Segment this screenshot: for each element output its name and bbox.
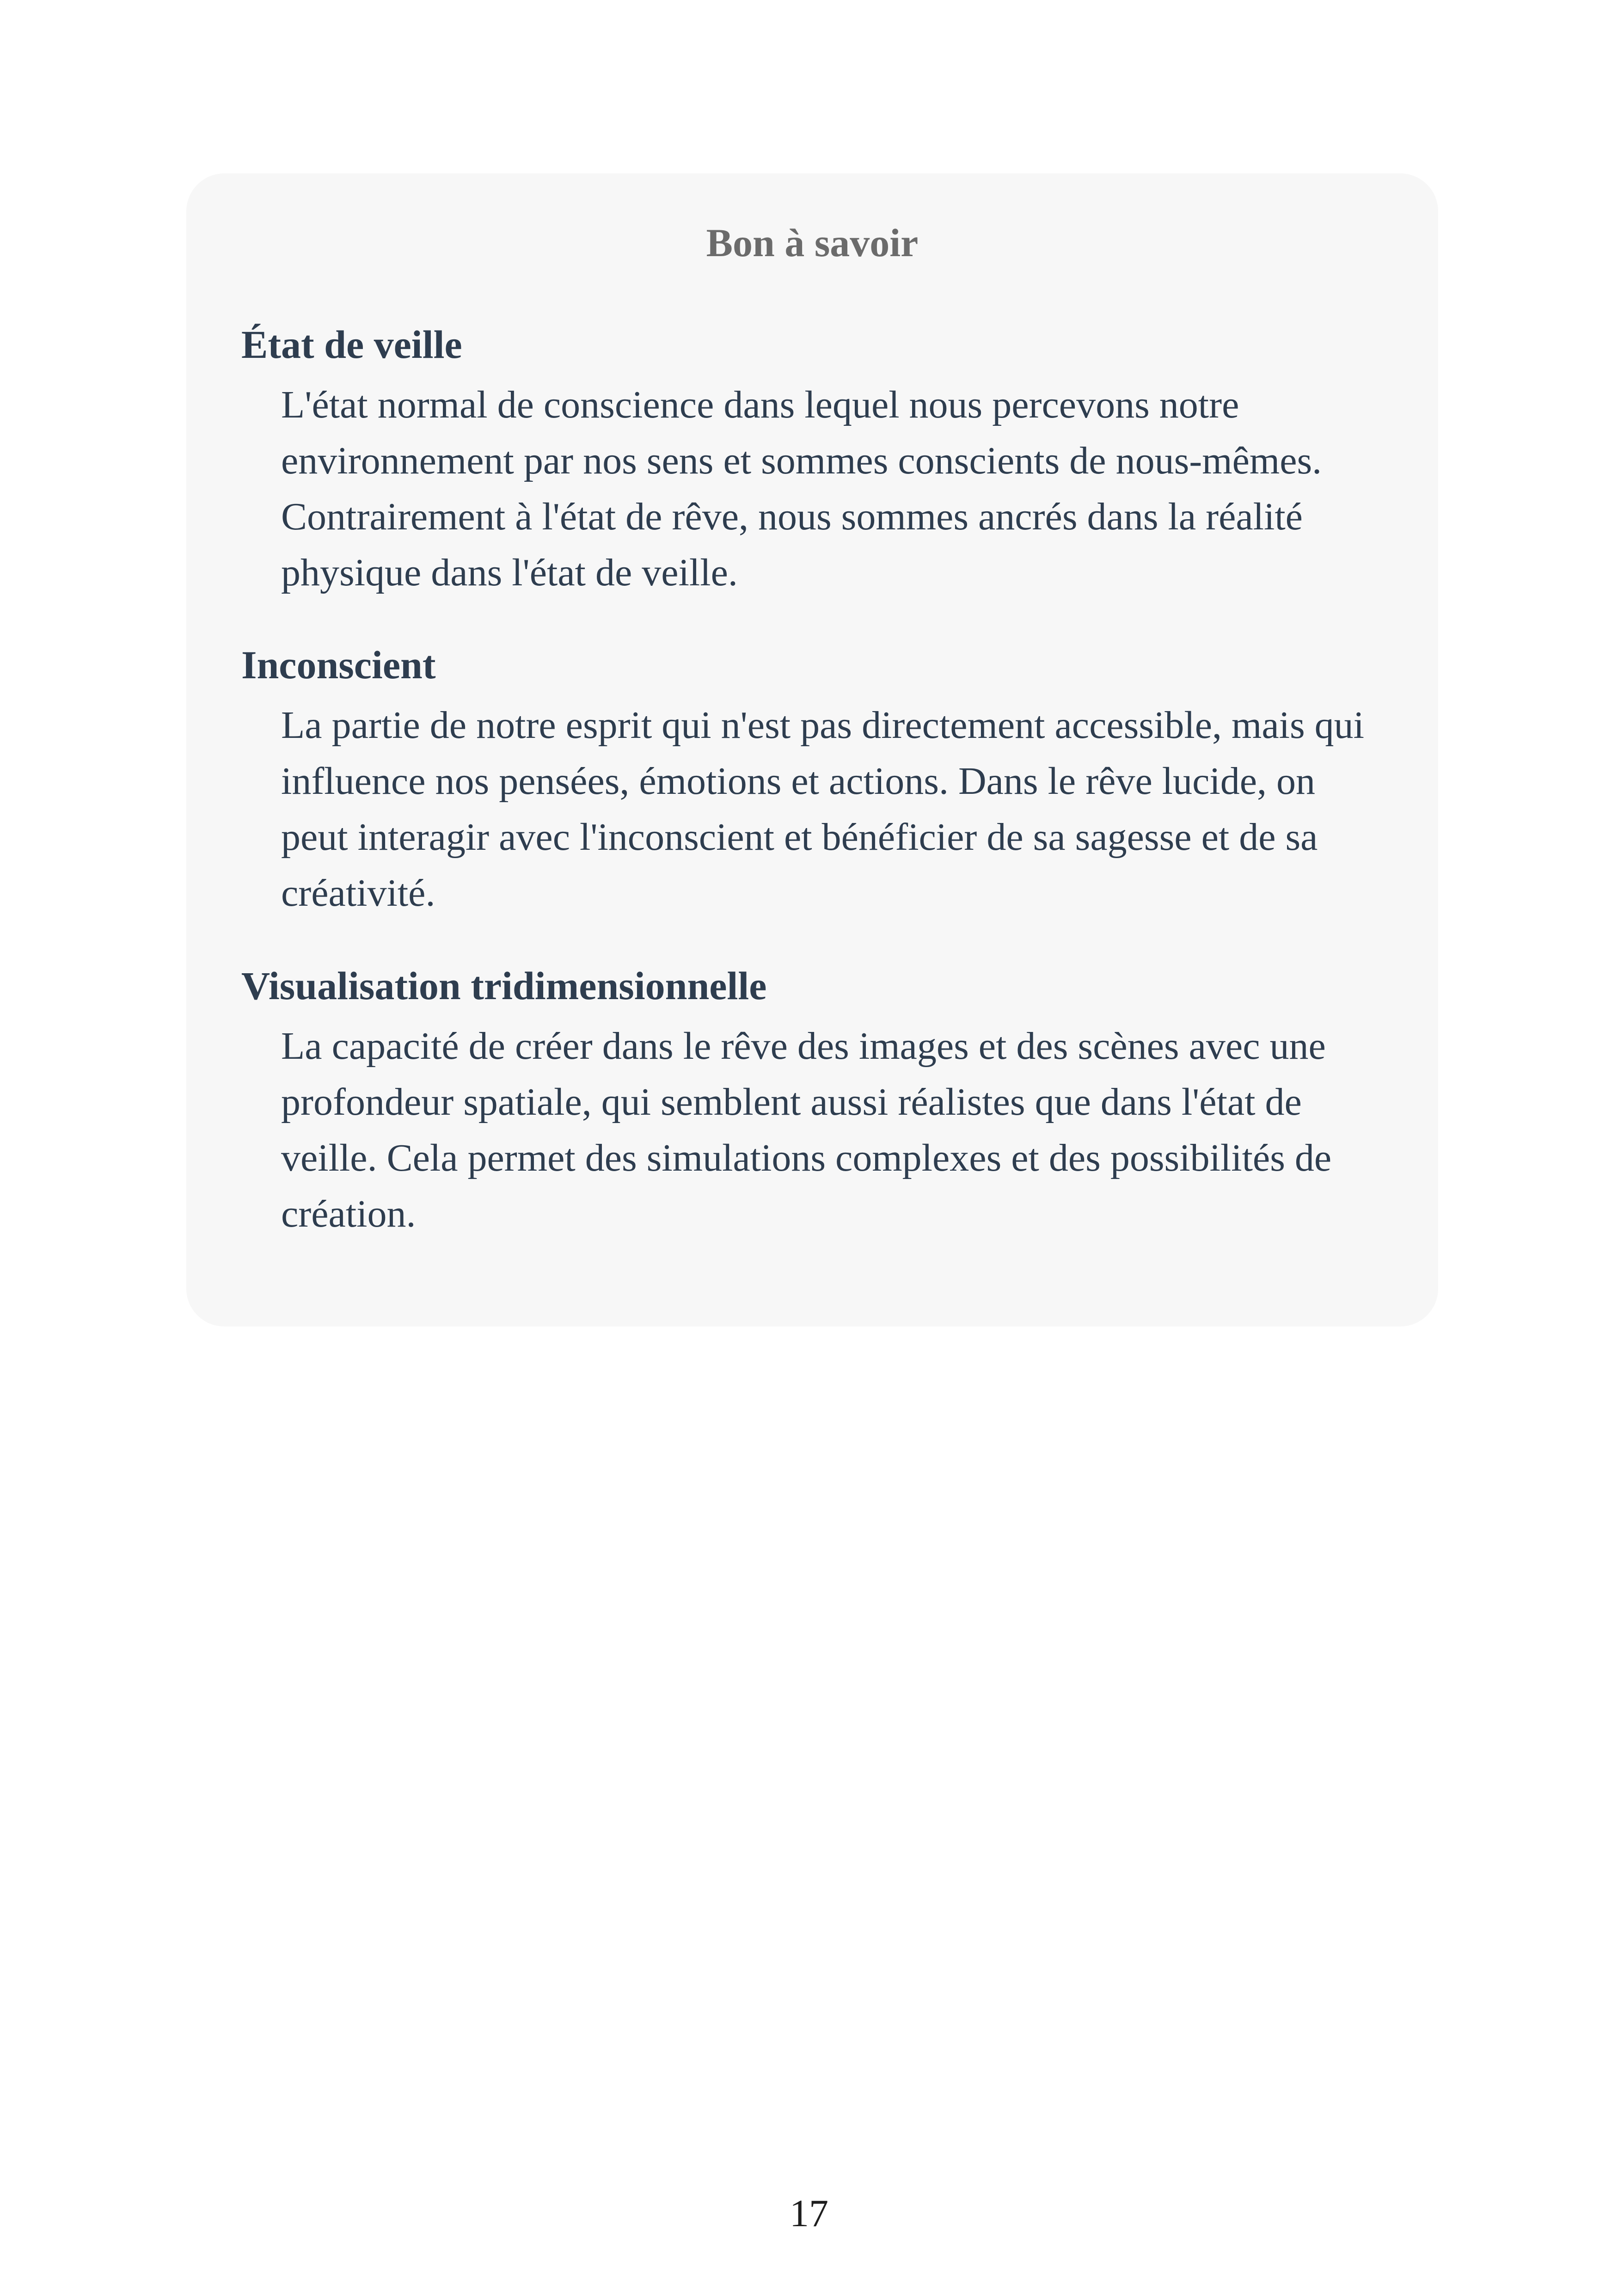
glossary-definition: La partie de notre esprit qui n'est pas directement accessible, mais qui influence nos pensées, émotions et actions. Dans le rêve lucide, on peut interagir avec l'inconscient et bénéficier de sa sagesse et de sa créativité. [281, 704, 1364, 915]
glossary-definition: L'état normal de conscience dans lequel nous percevons notre environnement par nos sens et sommes conscients de nous-mêmes. Contrairement à l'état de rêve, nous sommes ancrés dans la réalité physique dans l'état de veille. [281, 383, 1322, 594]
info-box-title: Bon à savoir [706, 221, 919, 265]
glossary-term: Inconscient [241, 643, 436, 687]
glossary-definition: La capacité de créer dans le rêve des images et des scènes avec une profondeur spatiale, qui semblent aussi réalistes que dans l'état de veille. Cela permet des simulations complexes et des possibilités de création. [281, 1025, 1332, 1235]
glossary-term: État de veille [241, 322, 462, 367]
glossary-entry [241, 321, 1406, 601]
page-number: 17 [790, 2192, 828, 2235]
info-box [186, 173, 1438, 1326]
glossary-entry [241, 642, 1406, 921]
glossary-term: Visualisation tridimensionnelle [241, 964, 767, 1008]
glossary-entry [241, 963, 1406, 1242]
